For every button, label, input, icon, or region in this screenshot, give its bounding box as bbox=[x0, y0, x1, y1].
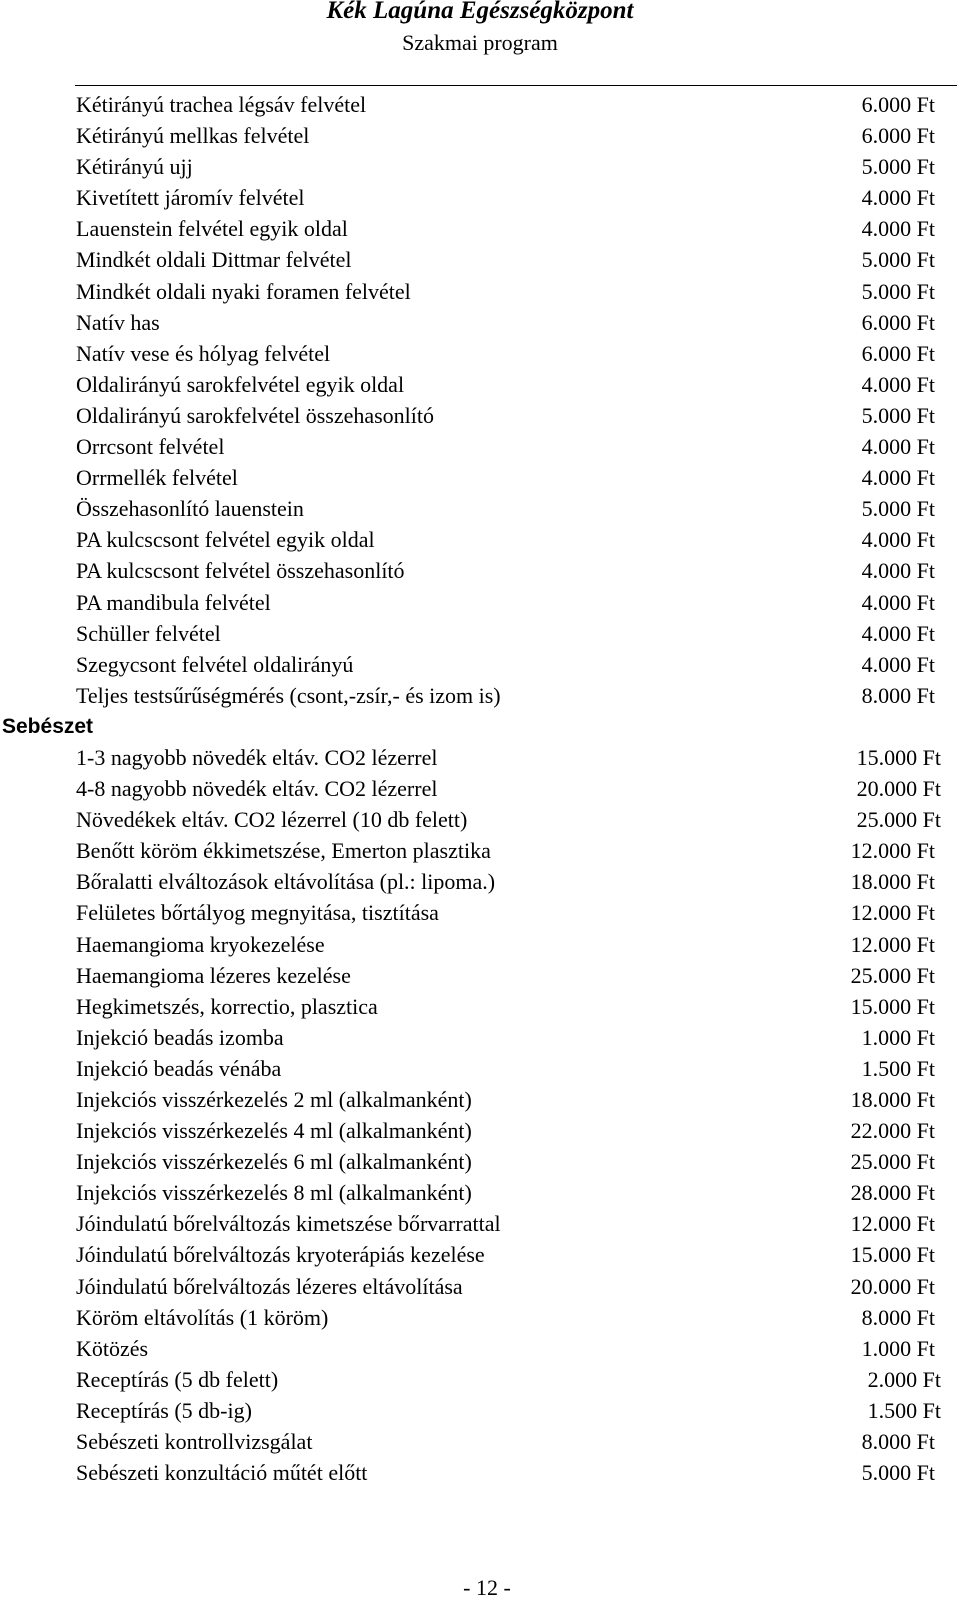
service-price: 4.000 Ft bbox=[861, 434, 935, 460]
service-name: Mindkét oldali nyaki foramen felvétel bbox=[76, 278, 411, 304]
service-price: 1.000 Ft bbox=[861, 1024, 935, 1050]
service-name: Injekciós visszérkezelés 6 ml (alkalmanként) bbox=[76, 1149, 472, 1175]
service-price: 15.000 Ft bbox=[850, 993, 935, 1019]
service-price: 1.500 Ft bbox=[867, 1397, 941, 1423]
price-row bbox=[0, 244, 960, 275]
service-name: Schüller felvétel bbox=[76, 620, 221, 646]
price-row bbox=[0, 1146, 960, 1177]
service-price: 25.000 Ft bbox=[850, 1149, 935, 1175]
service-price: 20.000 Ft bbox=[856, 776, 941, 802]
service-price: 6.000 Ft bbox=[861, 123, 935, 149]
service-price: 18.000 Ft bbox=[850, 869, 935, 895]
service-name: Jóindulatú bőrelváltozás kryoterápiás kezelése bbox=[76, 1242, 485, 1268]
service-name: PA mandibula felvétel bbox=[76, 589, 271, 615]
price-row bbox=[0, 307, 960, 338]
service-price: 8.000 Ft bbox=[861, 1304, 935, 1330]
page-footer bbox=[0, 1575, 960, 1601]
service-price: 6.000 Ft bbox=[861, 340, 935, 366]
service-name: Bőralatti elváltozások eltávolítása (pl.: lipoma.) bbox=[76, 869, 496, 895]
service-price: 4.000 Ft bbox=[861, 620, 935, 646]
service-name: Injekciós visszérkezelés 8 ml (alkalmanként) bbox=[76, 1180, 472, 1206]
price-row bbox=[0, 400, 960, 431]
service-price: 1.000 Ft bbox=[861, 1335, 935, 1361]
service-price: 8.000 Ft bbox=[861, 682, 935, 708]
service-name: PA kulcscsont felvétel egyik oldal bbox=[76, 527, 375, 553]
service-price: 5.000 Ft bbox=[861, 402, 935, 428]
price-row bbox=[0, 1115, 960, 1146]
organization-name: Kék Lagúna Egészségközpont bbox=[326, 0, 634, 24]
service-name: Benőtt köröm ékkimetszése, Emerton plasztika bbox=[76, 838, 491, 864]
service-name: Receptírás (5 db felett) bbox=[76, 1366, 279, 1392]
service-price: 15.000 Ft bbox=[856, 744, 941, 770]
service-name: Jóindulatú bőrelváltozás lézeres eltávolítása bbox=[76, 1273, 463, 1299]
service-price: 5.000 Ft bbox=[861, 247, 935, 273]
service-price: 12.000 Ft bbox=[850, 931, 935, 957]
page-header bbox=[0, 0, 960, 56]
price-row bbox=[0, 1271, 960, 1302]
service-name: Injekció beadás vénába bbox=[76, 1055, 282, 1081]
service-name: Receptírás (5 db-ig) bbox=[76, 1397, 252, 1423]
service-price: 15.000 Ft bbox=[850, 1242, 935, 1268]
service-name: Növedékek eltáv. CO2 lézerrel (10 db felett) bbox=[76, 807, 468, 833]
price-row bbox=[0, 1208, 960, 1239]
service-price: 2.000 Ft bbox=[867, 1366, 941, 1392]
service-price: 6.000 Ft bbox=[861, 309, 935, 335]
price-row bbox=[0, 960, 960, 991]
price-row bbox=[0, 1084, 960, 1115]
price-row bbox=[0, 1239, 960, 1270]
service-name: 1-3 nagyobb növedék eltáv. CO2 lézerrel bbox=[76, 744, 438, 770]
service-price: 4.000 Ft bbox=[861, 651, 935, 677]
price-row bbox=[0, 369, 960, 400]
price-row bbox=[0, 1022, 960, 1053]
price-row bbox=[0, 1457, 960, 1488]
service-price: 20.000 Ft bbox=[850, 1273, 935, 1299]
service-name: Oldalirányú sarokfelvétel egyik oldal bbox=[76, 371, 405, 397]
price-row bbox=[0, 1053, 960, 1084]
service-name: Haemangioma lézeres kezelése bbox=[76, 962, 351, 988]
service-name: Oldalirányú sarokfelvétel összehasonlító bbox=[76, 402, 435, 428]
service-price: 12.000 Ft bbox=[850, 1211, 935, 1237]
service-price: 4.000 Ft bbox=[861, 371, 935, 397]
service-price: 4.000 Ft bbox=[861, 527, 935, 553]
price-row bbox=[0, 1333, 960, 1364]
service-name: Kétirányú ujj bbox=[76, 154, 193, 180]
service-name: Injekciós visszérkezelés 2 ml (alkalmanként) bbox=[76, 1087, 472, 1112]
price-row bbox=[0, 680, 960, 711]
price-row bbox=[0, 213, 960, 244]
service-name: Injekció beadás izomba bbox=[76, 1024, 284, 1050]
price-row bbox=[0, 462, 960, 493]
service-name: Sebészeti konzultáció műtét előtt bbox=[76, 1460, 368, 1486]
service-name: Jóindulatú bőrelváltozás kimetszése bőrvarrattal bbox=[76, 1211, 501, 1237]
price-row bbox=[0, 182, 960, 213]
price-row bbox=[0, 493, 960, 524]
service-price: 4.000 Ft bbox=[861, 558, 935, 584]
service-name: Kétirányú trachea légsáv felvétel bbox=[76, 92, 367, 117]
service-name: Kivetített járomív felvétel bbox=[76, 185, 305, 211]
service-price: 25.000 Ft bbox=[856, 807, 941, 833]
service-name: Kötözés bbox=[76, 1335, 149, 1361]
service-name: 4-8 nagyobb növedék eltáv. CO2 lézerrel bbox=[76, 776, 438, 802]
service-price: 5.000 Ft bbox=[861, 1460, 935, 1486]
service-price: 1.500 Ft bbox=[861, 1055, 935, 1081]
service-price: 8.000 Ft bbox=[861, 1429, 935, 1455]
service-name: Mindkét oldali Dittmar felvétel bbox=[76, 247, 352, 273]
price-row bbox=[0, 1395, 960, 1426]
price-row bbox=[0, 120, 960, 151]
price-row bbox=[0, 555, 960, 586]
price-row bbox=[0, 835, 960, 866]
price-row bbox=[0, 89, 960, 120]
service-name: Orrcsont felvétel bbox=[76, 434, 225, 460]
section-title: Sebészet bbox=[2, 714, 94, 738]
service-name: Köröm eltávolítás (1 köröm) bbox=[76, 1304, 329, 1330]
service-price: 25.000 Ft bbox=[850, 962, 935, 988]
service-price: 5.000 Ft bbox=[861, 278, 935, 304]
service-price: 6.000 Ft bbox=[861, 92, 935, 117]
header-rule bbox=[75, 85, 957, 86]
service-price: 22.000 Ft bbox=[850, 1118, 935, 1144]
service-price: 4.000 Ft bbox=[861, 216, 935, 242]
price-row bbox=[0, 866, 960, 897]
service-name: Haemangioma kryokezelése bbox=[76, 931, 325, 957]
service-name: Szegycsont felvétel oldalirányú bbox=[76, 651, 354, 677]
price-row bbox=[0, 897, 960, 928]
service-price: 12.000 Ft bbox=[850, 838, 935, 864]
price-row bbox=[0, 276, 960, 307]
price-row bbox=[0, 742, 960, 773]
service-name: Hegkimetszés, korrectio, plasztica bbox=[76, 993, 378, 1019]
price-row bbox=[0, 929, 960, 960]
service-name: Kétirányú mellkas felvétel bbox=[76, 123, 310, 149]
price-row bbox=[0, 1302, 960, 1333]
service-price: 5.000 Ft bbox=[861, 154, 935, 180]
service-name: Natív vese és hólyag felvétel bbox=[76, 340, 331, 366]
price-row bbox=[0, 618, 960, 649]
service-price: 18.000 Ft bbox=[850, 1087, 935, 1112]
section-heading bbox=[0, 711, 960, 742]
price-row bbox=[0, 804, 960, 835]
price-row bbox=[0, 524, 960, 555]
service-name: Orrmellék felvétel bbox=[76, 465, 238, 491]
service-name: Összehasonlító lauenstein bbox=[76, 496, 304, 522]
service-price: 4.000 Ft bbox=[861, 185, 935, 211]
page-number: - 12 - bbox=[463, 1575, 511, 1600]
document-subtitle: Szakmai program bbox=[402, 30, 558, 55]
service-name: Felületes bőrtályog megnyitása, tisztítása bbox=[76, 900, 439, 926]
price-row bbox=[0, 1177, 960, 1208]
service-price: 12.000 Ft bbox=[850, 900, 935, 926]
service-name: Natív has bbox=[76, 309, 160, 335]
price-list bbox=[0, 89, 960, 1488]
service-price: 4.000 Ft bbox=[861, 589, 935, 615]
service-name: Teljes testsűrűségmérés (csont,-zsír,- és izom is) bbox=[76, 682, 501, 708]
price-row bbox=[0, 151, 960, 182]
service-price: 5.000 Ft bbox=[861, 496, 935, 522]
price-row bbox=[0, 991, 960, 1022]
price-row bbox=[0, 587, 960, 618]
service-name: Injekciós visszérkezelés 4 ml (alkalmanként) bbox=[76, 1118, 472, 1144]
price-row bbox=[0, 338, 960, 369]
service-price: 28.000 Ft bbox=[850, 1180, 935, 1206]
service-name: PA kulcscsont felvétel összehasonlító bbox=[76, 558, 405, 584]
price-row bbox=[0, 431, 960, 462]
service-name: Lauenstein felvétel egyik oldal bbox=[76, 216, 348, 242]
price-row bbox=[0, 1364, 960, 1395]
price-row bbox=[0, 1426, 960, 1457]
service-price: 4.000 Ft bbox=[861, 465, 935, 491]
service-name: Sebészeti kontrollvizsgálat bbox=[76, 1429, 313, 1455]
price-row bbox=[0, 773, 960, 804]
price-row bbox=[0, 649, 960, 680]
